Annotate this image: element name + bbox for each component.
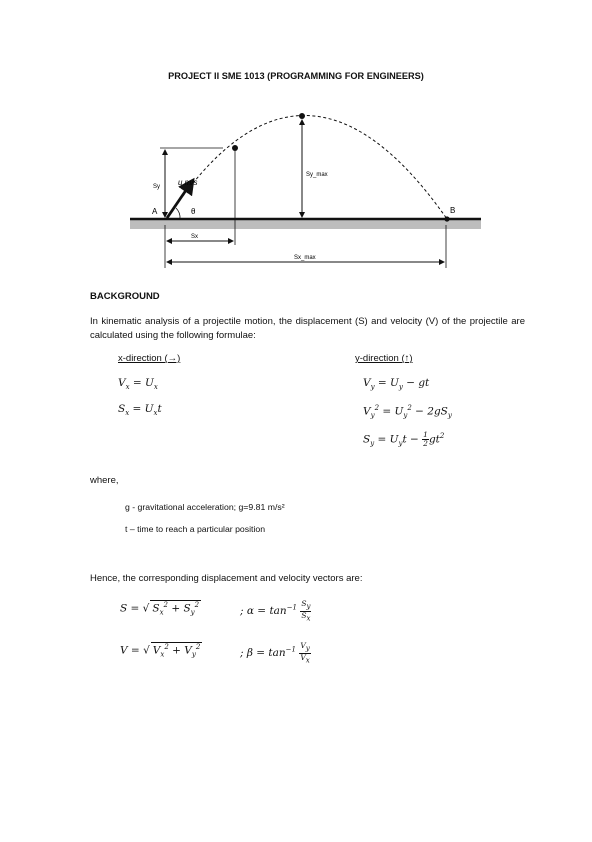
label-sx: Sx — [191, 234, 199, 240]
t-definition: t – time to reach a particular position — [125, 524, 266, 534]
ground-surface — [130, 219, 481, 229]
background-paragraph: In kinematic analysis of a projectile motion, the displacement (S) and velocity (V) of the projectile are calculated using the following formulae: — [90, 316, 525, 341]
beta-equation: ; $\beta = \tan^{-1}$ $\frac{V_y}{V_x}$ — [240, 641, 310, 664]
page-title: PROJECT II SME 1013 (PROGRAMMING FOR ENGINEERS) — [168, 71, 424, 81]
label-b: B — [450, 206, 456, 215]
projectile-diagram — [0, 0, 592, 280]
displacement-vector-equation: S = √ $S_x^2 + S_y^2$ — [120, 601, 200, 617]
hence-text: Hence, the corresponding displacement and velocity vectors are: — [90, 573, 363, 584]
label-a: A — [152, 207, 158, 216]
label-theta: θ — [191, 207, 196, 216]
y-direction-header: y-direction (↑) — [355, 353, 413, 364]
background-heading: BACKGROUND — [90, 291, 160, 302]
x-velocity-equation: $V_x = U_x$ — [118, 377, 158, 392]
label-sy: Sy — [153, 184, 161, 190]
y-displacement-equation: $S_y = U_yt$ − $\frac{1}{2}$ $gt^2$ — [363, 430, 445, 448]
velocity-vector-equation: V = √ $V_x^2 + V_y^2$ — [120, 643, 201, 659]
apex-point — [299, 113, 305, 119]
y-velocity-squared-equation: $V_y^2 = U_y^2 - 2gS_y$ — [363, 404, 452, 420]
g-definition: g - gravitational acceleration; g=9.81 m/s² — [125, 502, 285, 512]
point-b — [444, 216, 449, 221]
label-sy-max: Sy_max — [306, 172, 328, 178]
y-velocity-equation: $V_y = U_y$ − gt — [363, 377, 430, 392]
where-label: where, — [90, 475, 119, 486]
label-sx-max: Sx_max — [294, 255, 316, 261]
label-velocity: u m/s — [178, 178, 198, 187]
x-displacement-equation: $S_x = U_xt$ — [118, 403, 162, 418]
trajectory-curve — [167, 116, 447, 220]
angle-arc — [176, 208, 180, 219]
alpha-equation: ; $\alpha = \tan^{-1}$ $\frac{S_y}{S_x}$ — [240, 599, 311, 622]
x-direction-header: x-direction (→) — [118, 353, 181, 364]
